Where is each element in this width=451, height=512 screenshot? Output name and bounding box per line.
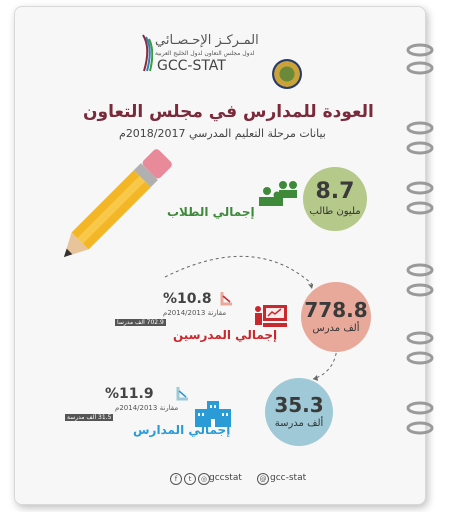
binder-ring-icon bbox=[405, 350, 435, 366]
footer-handle-snapchat[interactable]: gcc-stat bbox=[270, 473, 307, 483]
schools-compare: مقارنة 2014/2013م bbox=[115, 404, 179, 412]
binder-ring-icon bbox=[405, 400, 435, 416]
schools-value: 35.3 bbox=[274, 393, 324, 417]
teachers-compare: مقارنة 2014/2013م bbox=[163, 309, 227, 317]
teachers-circle bbox=[301, 282, 371, 352]
students-value: 8.7 bbox=[315, 179, 355, 204]
facebook-icon[interactable]: f bbox=[170, 473, 182, 485]
teacher-board-icon bbox=[253, 303, 289, 331]
schools-change: %11.9 bbox=[105, 386, 154, 402]
page-title: العودة للمدارس في مجلس التعاون bbox=[83, 102, 374, 122]
teachers-value: 778.8 bbox=[304, 298, 368, 322]
instagram-icon[interactable]: ◎ bbox=[198, 473, 210, 485]
binder-ring-icon bbox=[405, 262, 435, 278]
students-label: إجمالي الطلاب bbox=[167, 205, 255, 219]
snapchat-icon[interactable]: @ bbox=[257, 473, 269, 485]
binder-ring-icon bbox=[405, 180, 435, 196]
org-name-arabic: المـركـز الإحـصـائي bbox=[155, 33, 259, 48]
binder-ring-icon bbox=[405, 330, 435, 346]
binder-ring-icon bbox=[405, 420, 435, 436]
binder-ring-icon bbox=[405, 200, 435, 216]
binder-ring-icon bbox=[405, 282, 435, 298]
growth-arrow-icon-schools bbox=[176, 385, 190, 401]
growth-arrow-icon bbox=[220, 290, 234, 306]
binder-ring-icon bbox=[405, 42, 435, 58]
schools-label: إجمالي المدارس bbox=[133, 423, 231, 437]
binder-ring-icon bbox=[405, 60, 435, 76]
teachers-previous: 702.9 ألف مدرساً bbox=[117, 319, 164, 326]
teachers-label: إجمالي المدرسين bbox=[173, 328, 278, 342]
students-unit: مليون طالب bbox=[309, 206, 361, 217]
org-name-english: GCC-STAT bbox=[157, 58, 226, 74]
teachers-change: %10.8 bbox=[163, 291, 212, 307]
schools-previous: 31.5 ألف مدرسة bbox=[67, 414, 112, 421]
social-icons bbox=[170, 473, 210, 485]
page-subtitle: بيانات مرحلة التعليم المدرسي 2018/2017م bbox=[119, 127, 326, 140]
footer-handle-social[interactable]: gccstat bbox=[209, 473, 242, 483]
teachers-unit: ألف مدرس bbox=[312, 323, 360, 334]
notebook-page bbox=[14, 6, 426, 505]
binder-ring-icon bbox=[405, 120, 435, 136]
schools-unit: ألف مدرسة bbox=[274, 418, 324, 429]
schools-circle bbox=[265, 378, 333, 446]
binder-ring-icon bbox=[405, 140, 435, 156]
org-subtitle-arabic: لدول مجلس التعاون لدول الخليج العربية bbox=[155, 50, 255, 57]
twitter-icon[interactable]: t bbox=[184, 473, 196, 485]
